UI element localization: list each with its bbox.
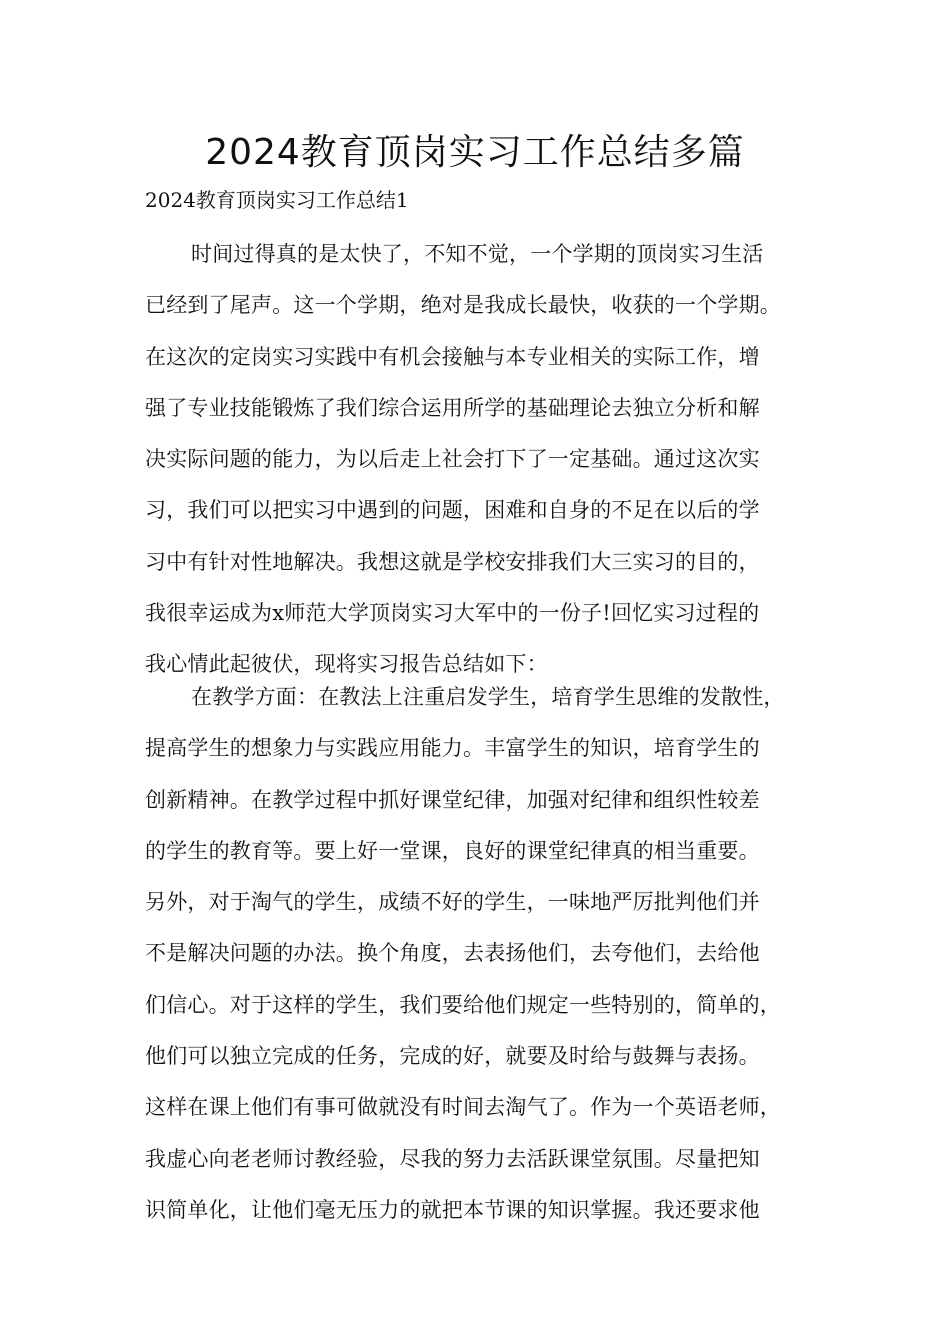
paragraph-line: 这样在课上他们有事可做就没有时间去淘气了。作为一个英语老师，: [145, 1095, 781, 1120]
paragraph-line: 时间过得真的是太快了，不知不觉，一个学期的顶岗实习生活: [191, 242, 764, 266]
paragraph-line: 在这次的定岗实习实践中有机会接触与本专业相关的实际工作，增: [145, 344, 760, 369]
paragraph-line: 们信心。对于这样的学生，我们要给他们规定一些特别的，简单的，: [145, 992, 781, 1017]
paragraph-line: 另外，对于淘气的学生，成绩不好的学生，一味地严厉批判他们并: [145, 890, 760, 915]
paragraph-line: 他们可以独立完成的任务，完成的好，就要及时给与鼓舞与表扬。: [145, 1044, 760, 1069]
paragraph-line: 已经到了尾声。这一个学期，绝对是我成长最快，收获的一个学期。: [145, 293, 781, 318]
document-title: 2024教育顶岗实习工作总结多篇: [205, 132, 745, 173]
paragraph-line: 提高学生的想象力与实践应用能力。丰富学生的知识，培育学生的: [145, 736, 760, 761]
paragraph-1: [145, 229, 825, 691]
paragraph-line: 我很幸运成为x师范大学顶岗实习大军中的一份子!回忆实习过程的: [145, 601, 760, 626]
section-heading: 2024教育顶岗实习工作总结1: [145, 188, 409, 212]
paragraph-line: 强了专业技能锻炼了我们综合运用所学的基础理论去独立分析和解: [145, 395, 760, 420]
paragraph-line: 习，我们可以把实习中遇到的问题，困难和自身的不足在以后的学: [145, 498, 760, 523]
paragraph-line: 在教学方面：在教法上注重启发学生，培育学生思维的发散性，: [191, 685, 785, 709]
paragraph-line: 我虚心向老老师讨教经验，尽我的努力去活跃课堂氛围。尽量把知: [145, 1146, 760, 1171]
paragraph-line: 的学生的教育等。要上好一堂课，良好的课堂纪律真的相当重要。: [145, 838, 760, 863]
paragraph-line: 我心情此起彼伏，现将实习报告总结如下：: [145, 652, 548, 677]
paragraph-line: 识简单化，让他们毫无压力的就把本节课的知识掌握。我还要求他: [145, 1197, 760, 1222]
paragraph-line: 不是解决问题的办法。换个角度，去表扬他们，去夸他们，去给他: [145, 941, 760, 966]
paragraph-line: 创新精神。在教学过程中抓好课堂纪律，加强对纪律和组织性较差: [145, 787, 760, 812]
paragraph-2: [145, 672, 825, 1236]
paragraph-line: 决实际问题的能力，为以后走上社会打下了一定基础。通过这次实: [145, 447, 760, 472]
paragraph-line: 习中有针对性地解决。我想这就是学校安排我们大三实习的目的，: [145, 549, 760, 574]
